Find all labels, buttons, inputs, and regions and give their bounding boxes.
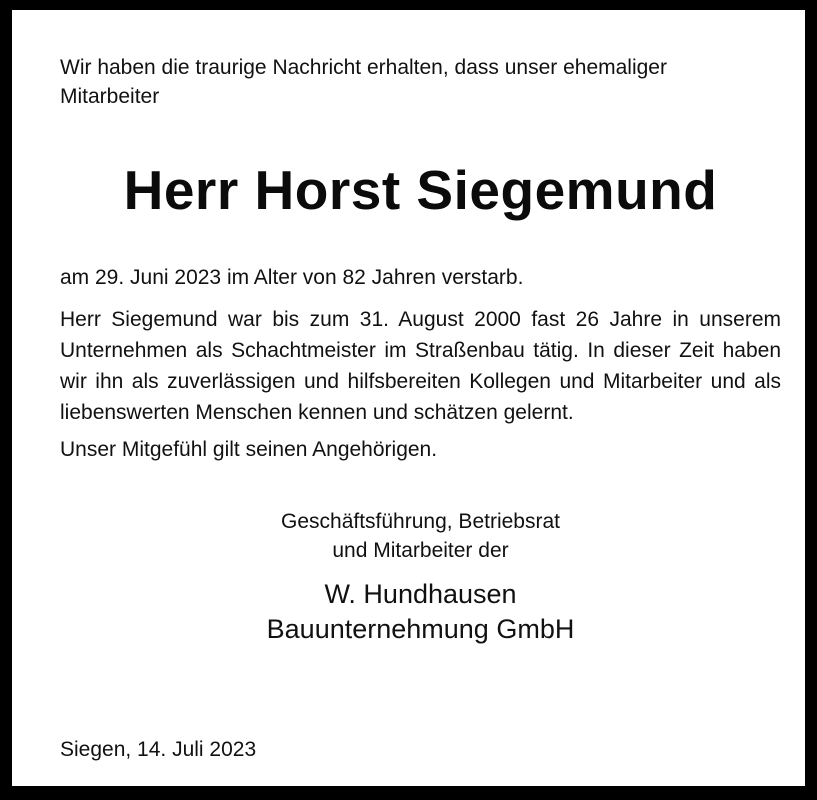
intro-text [60,53,781,111]
intro-line: Wir haben die traurige Nachricht erhalten, dass unser ehemaliger [60,56,667,79]
biography-paragraph: Herr Siegemund war bis zum 31. August 2000 fast 26 Jahre in unserem Unternehmen als Schachtmeister im Straßenbau tätig. In dieser Zeit haben wir ihn als zuverlässigen und hilfsbereiten Kollegen und Mitarbeiter und als liebenswerten Menschen kennen und schätzen gelernt. [60,308,781,424]
signers-line: Geschäftsführung, Betriebsrat [281,510,560,533]
sympathy-line: Unser Mitgefühl gilt seinen Angehörigen. [60,438,438,461]
signers-line: und Mitarbeiter der [332,539,509,562]
company-name [60,577,781,647]
place-and-date: Siegen, 14. Juli 2023 [60,738,257,761]
death-date-line: am 29. Juni 2023 im Alter von 82 Jahren verstarb. [60,266,524,289]
notice-body [60,53,781,647]
company-line: W. Hundhausen [324,579,517,609]
signers-block [60,507,781,565]
deceased-name: Herr Horst Siegemund [123,159,718,221]
company-line: Bauunternehmung GmbH [266,614,575,644]
intro-line: Mitarbeiter [60,85,160,108]
